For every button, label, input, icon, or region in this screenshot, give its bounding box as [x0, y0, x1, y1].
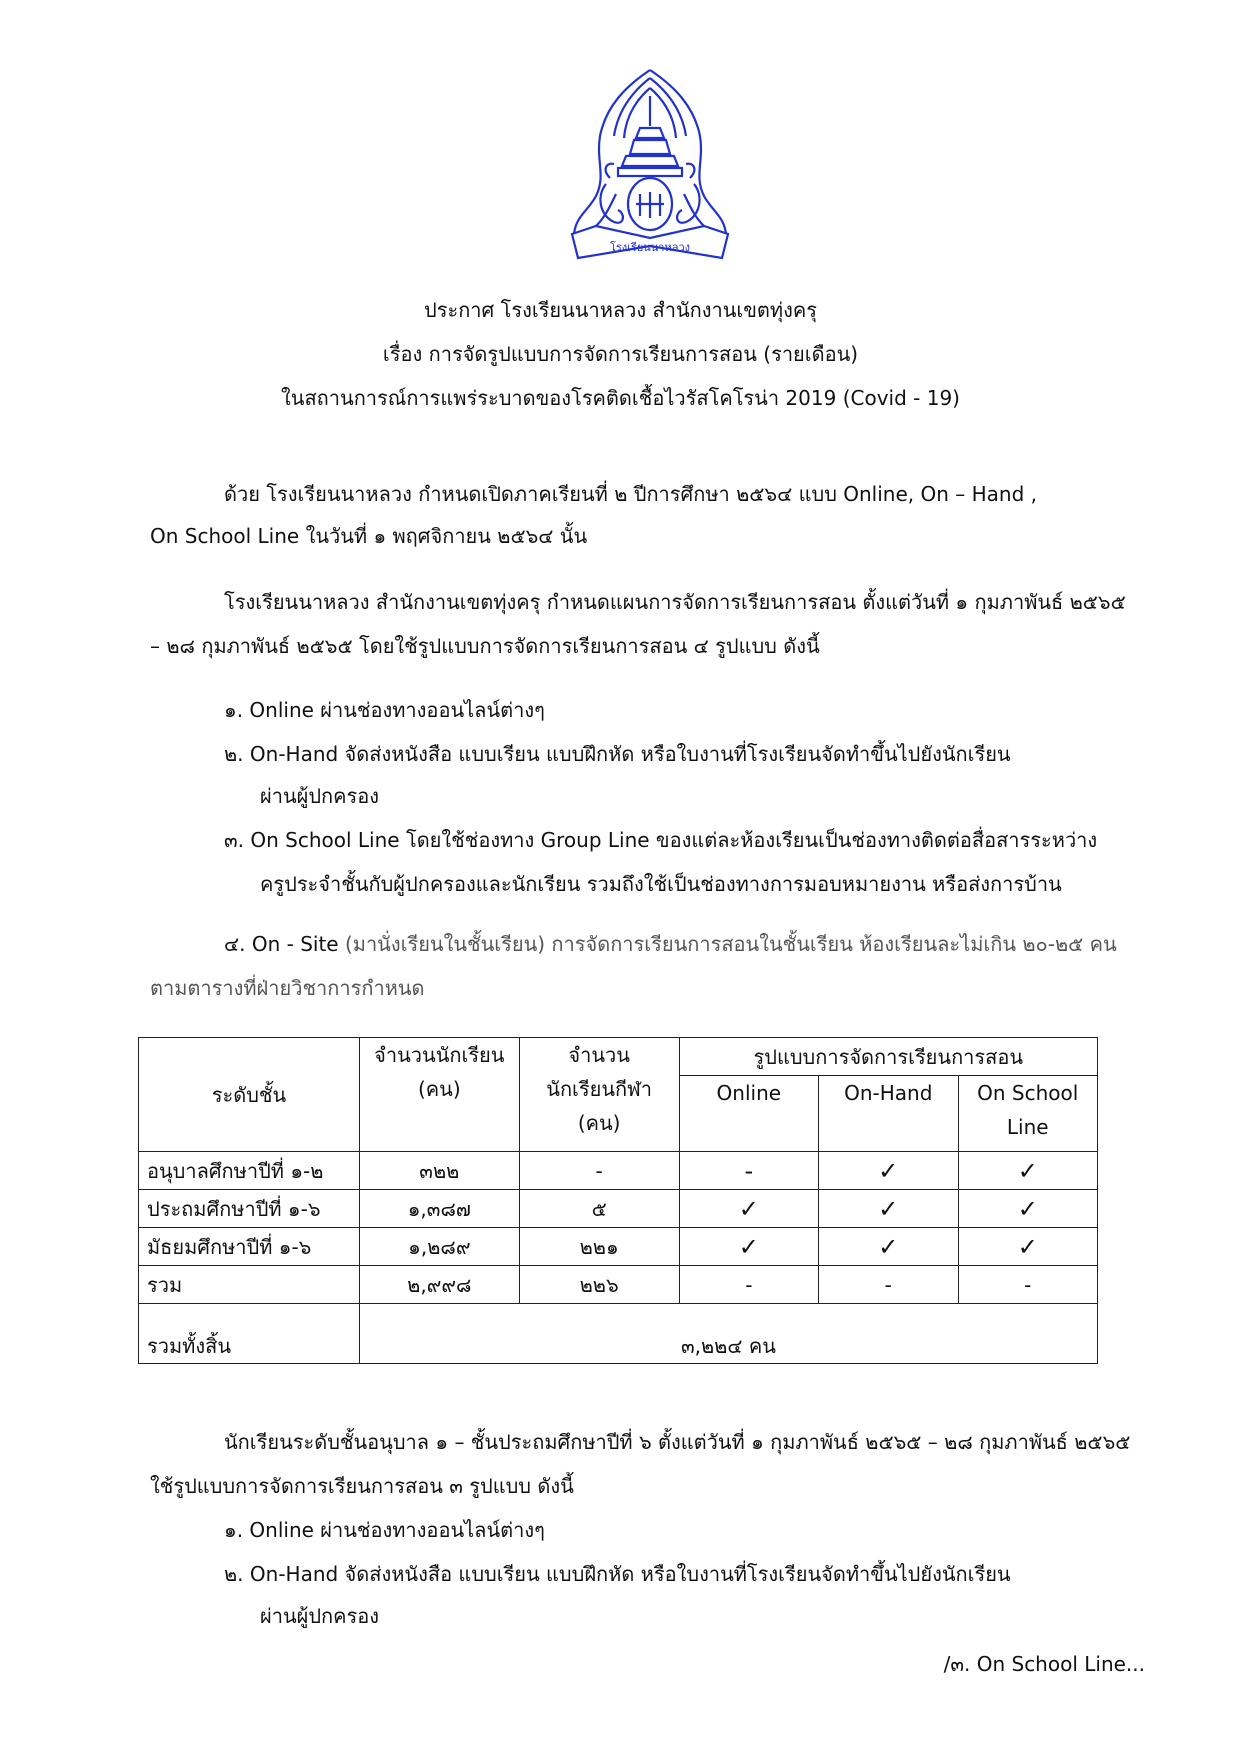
row-onschool: ✓: [958, 1152, 1098, 1190]
section2-p-line1: นักเรียนระดับชั้นอนุบาล ๑ – ชั้นประถมศึกษาปีที่ ๖ ตั้งแต่วันที่ ๑ กุมภาพันธ์ ๒๕๖๕ – ๒๘ กุมภาพันธ์ ๒๕๖๕: [224, 1430, 1131, 1454]
row-onschool: ✓: [958, 1228, 1098, 1266]
header-onhand: On-Hand: [819, 1076, 958, 1152]
intro-p2-line2: – ๒๘ กุมภาพันธ์ ๒๕๖๕ โดยใช้รูปแบบการจัดการเรียนการสอน ๔ รูปแบบ ดังนี้: [150, 634, 820, 658]
intro-p2-line1: โรงเรียนนาหลวง สำนักงานเขตทุ่งครุ กำหนดแผนการจัดการเรียนการสอน ตั้งแต่วันที่ ๑ กุมภาพันธ์ ๒๕๖๕: [224, 590, 1126, 614]
section2-item-1: ๑. Online ผ่านช่องทางออนไลน์ต่างๆ: [224, 1518, 545, 1542]
intro-p1-line1: ด้วย โรงเรียนนาหลวง กำหนดเปิดภาคเรียนที่ ๒ ปีการศึกษา ๒๕๖๔ แบบ Online, On – Hand ,: [224, 482, 1037, 506]
list1-item-2-cont: ผ่านผู้ปกครอง: [260, 784, 380, 808]
row-online: ✓: [679, 1190, 818, 1228]
table-row: [139, 1266, 1098, 1304]
intro-p1-line2: On School Line ในวันที่ ๑ พฤศจิกายน ๒๕๖๔ นั้น: [150, 524, 588, 548]
table-row: [139, 1190, 1098, 1228]
header-level: [139, 1038, 360, 1152]
header-athletes-text1: จำนวน: [568, 1043, 630, 1067]
row-onhand: -: [819, 1266, 958, 1304]
section2-item-2-cont: ผ่านผู้ปกครอง: [260, 1604, 380, 1628]
section2-p-line2: ใช้รูปแบบการจัดการเรียนการสอน ๓ รูปแบบ ดังนี้: [150, 1474, 574, 1498]
section2-item-2: ๒. On-Hand จัดส่งหนังสือ แบบเรียน แบบฝึกหัด หรือใบงานที่โรงเรียนจัดทำขึ้นไปยังนักเรียน: [224, 1562, 1011, 1586]
row-level: อนุบาลศึกษาปีที่ ๑-๒: [139, 1152, 360, 1190]
list1-item-4: [224, 922, 1117, 966]
row-onhand: ✓: [819, 1228, 958, 1266]
header-onschool: [958, 1076, 1098, 1152]
list1-item-1: ๑. Online ผ่านช่องทางออนไลน์ต่างๆ: [224, 698, 545, 722]
row-athletes: -: [519, 1152, 679, 1190]
header-athletes-text2: นักเรียนกีฬา: [546, 1077, 653, 1101]
list1-item-2: ๒. On-Hand จัดส่งหนังสือ แบบเรียน แบบฝึกหัด หรือใบงานที่โรงเรียนจัดทำขึ้นไปยังนักเรียน: [224, 742, 1011, 766]
row-onschool: ✓: [958, 1190, 1098, 1228]
row-athletes: ๕: [519, 1190, 679, 1228]
header-athletes-unit: (คน): [577, 1111, 621, 1135]
header-students-text: จำนวนนักเรียน: [374, 1043, 505, 1067]
row-students: ๑,๒๘๙: [359, 1228, 519, 1266]
logo-text: โรงเรียนนาหลวง: [609, 241, 691, 254]
list1-item-4-cont: ตามตารางที่ฝ่ายวิชาการกำหนด: [150, 976, 425, 1000]
grand-total-row: [139, 1304, 1098, 1364]
school-logo: [566, 66, 734, 262]
page-continuation: /๓. On School Line...: [943, 1652, 1145, 1676]
header-onschool-text1: On School: [977, 1081, 1079, 1105]
header-onschool-text2: Line: [1006, 1115, 1049, 1139]
row-onschool: -: [958, 1266, 1098, 1304]
table-row: [139, 1152, 1098, 1190]
row-students: ๒,๙๙๘: [359, 1266, 519, 1304]
title-line-3: ในสถานการณ์การแพร่ระบาดของโรคติดเชื้อไวรัสโคโรน่า 2019 (Covid - 19): [281, 386, 960, 410]
row-athletes: ๒๒๑: [519, 1228, 679, 1266]
table-row: [139, 1228, 1098, 1266]
grand-total-label: รวมทั้งสิ้น: [139, 1304, 360, 1364]
title-line-2: เรื่อง การจัดรูปแบบการจัดการเรียนการสอน (รายเดือน): [382, 342, 859, 366]
row-athletes: ๒๒๖: [519, 1266, 679, 1304]
header-students: [359, 1038, 519, 1152]
row-online: -: [679, 1266, 818, 1304]
row-level: รวม: [139, 1266, 360, 1304]
header-athletes: [519, 1038, 679, 1152]
list1-item-3-cont: ครูประจำชั้นกับผู้ปกครองและนักเรียน รวมถึงใช้เป็นช่องทางการมอบหมายงาน หรือส่งการบ้าน: [260, 872, 1062, 896]
title-line-1: ประกาศ โรงเรียนนาหลวง สำนักงานเขตทุ่งครุ: [424, 298, 817, 322]
enrollment-table: [138, 1037, 1098, 1364]
row-students: ๑,๓๘๗: [359, 1190, 519, 1228]
header-students-unit: (คน): [417, 1077, 461, 1101]
row-online: ✓: [679, 1228, 818, 1266]
on-site-label: ๔. On - Site: [224, 932, 339, 956]
on-site-description: (มานั่งเรียนในชั้นเรียน) การจัดการเรียนการสอนในชั้นเรียน ห้องเรียนละไม่เกิน ๒๐-๒๕ คน: [338, 932, 1117, 956]
header-format: รูปแบบการจัดการเรียนการสอน: [679, 1038, 1097, 1076]
row-onhand: ✓: [819, 1190, 958, 1228]
row-level: มัธยมศึกษาปีที่ ๑-๖: [139, 1228, 360, 1266]
header-online: Online: [679, 1076, 818, 1152]
list1-item-3: ๓. On School Line โดยใช้ช่องทาง Group Line ของแต่ละห้องเรียนเป็นช่องทางติดต่อสื่อสารระหว่าง: [224, 828, 1098, 852]
grand-total-value: ๓,๒๒๔ คน: [359, 1304, 1097, 1364]
row-students: ๓๒๒: [359, 1152, 519, 1190]
header-level-text: ระดับชั้น: [211, 1082, 287, 1107]
row-onhand: ✓: [819, 1152, 958, 1190]
row-level: ประถมศึกษาปีที่ ๑-๖: [139, 1190, 360, 1228]
row-online: -: [679, 1152, 818, 1190]
